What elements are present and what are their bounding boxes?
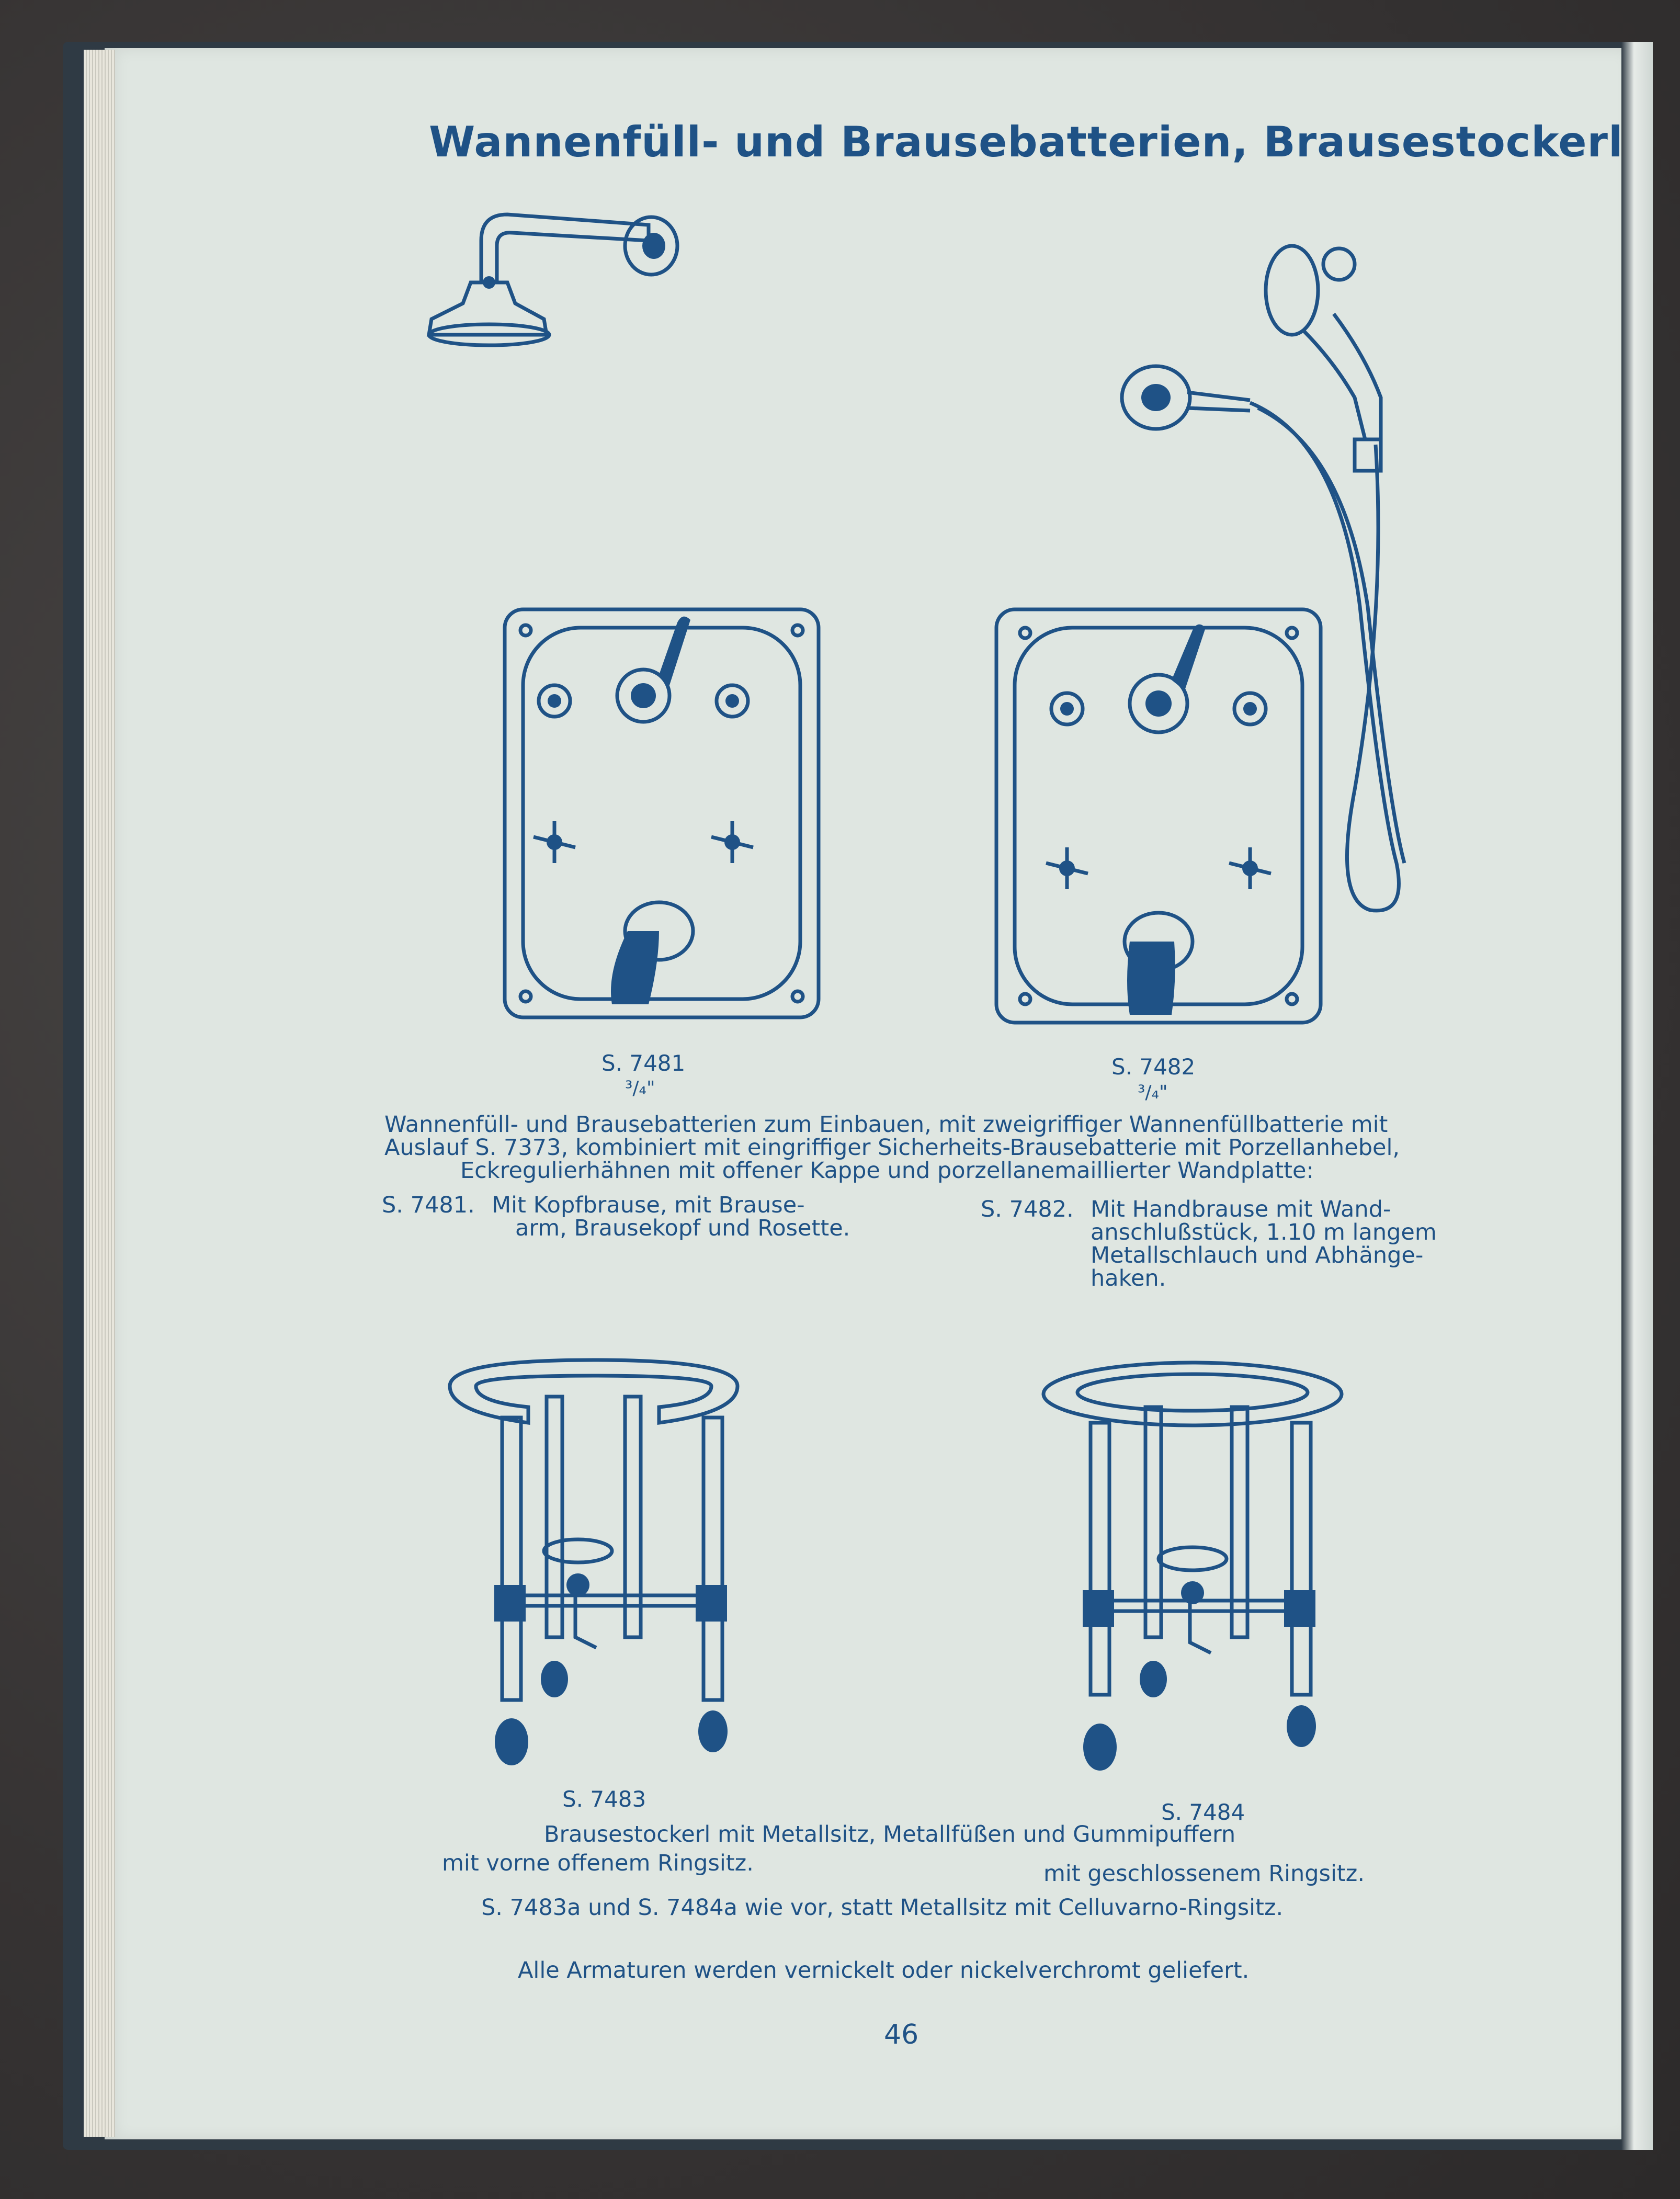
- model-label-7481: S. 7481: [601, 1050, 686, 1076]
- stool-7484-illustration: [1041, 1360, 1344, 1784]
- model-label-7482: S. 7482: [1111, 1054, 1196, 1080]
- description-line-1: Wannenfüll- und Brausebatterien zum Einbauen, mit zweigriffiger Wannenfüllbatterie mit: [384, 1112, 1388, 1138]
- variant-7482-line-3: Metallschlauch und Abhänge-: [1091, 1242, 1424, 1268]
- stool-7484-detail: mit geschlossenem Ringsitz.: [1043, 1861, 1365, 1887]
- wall-plate-7482-illustration: [994, 607, 1323, 1025]
- stool-variant-note: S. 7483a und S. 7484a wie vor, statt Metallsitz mit Celluvarno-Ringsitz.: [481, 1895, 1284, 1921]
- variant-7482-line-4: haken.: [1091, 1265, 1166, 1291]
- size-label-7481: ³/₄": [625, 1078, 655, 1099]
- wall-plate-7481-illustration: [502, 607, 821, 1020]
- model-label-7483: S. 7483: [562, 1786, 646, 1812]
- page-title: Wannenfüll- und Brausebatterien, Brausestockerl: [429, 118, 1624, 166]
- size-label-7482: ³/₄": [1138, 1082, 1168, 1103]
- variant-label-7482: S. 7482.: [981, 1196, 1074, 1222]
- stool-7483-illustration: [439, 1355, 748, 1789]
- description-line-2: Auslauf S. 7373, kombiniert mit eingriffiger Sicherheits-Brausebatterie mit Porzellanhebel,: [384, 1135, 1400, 1161]
- next-page-edge: [1621, 42, 1653, 2150]
- overhead-shower-illustration: [418, 204, 701, 356]
- stool-description: Brausestockerl mit Metallsitz, Metallfüßen und Gummipuffern: [544, 1821, 1236, 1847]
- variant-7482-line-2: anschlußstück, 1.10 m langem: [1091, 1219, 1437, 1245]
- variant-7482-line-1: Mit Handbrause mit Wand-: [1091, 1196, 1391, 1222]
- variant-7481-line-2: arm, Brausekopf und Rosette.: [515, 1215, 850, 1241]
- description-line-3: Eckregulierhähnen mit offener Kappe und porzellanemaillierter Wandplatte:: [460, 1158, 1314, 1184]
- page-edges: [84, 50, 115, 2137]
- model-label-7484: S. 7484: [1161, 1799, 1245, 1825]
- variant-label-7481: S. 7481.: [382, 1192, 475, 1218]
- finish-note: Alle Armaturen werden vernickelt oder nickelverchromt geliefert.: [518, 1957, 1250, 1983]
- page-number: 46: [884, 2019, 919, 2050]
- variant-7481-line-1: Mit Kopfbrause, mit Brause-: [492, 1192, 805, 1218]
- stool-7483-detail: mit vorne offenem Ringsitz.: [442, 1850, 754, 1876]
